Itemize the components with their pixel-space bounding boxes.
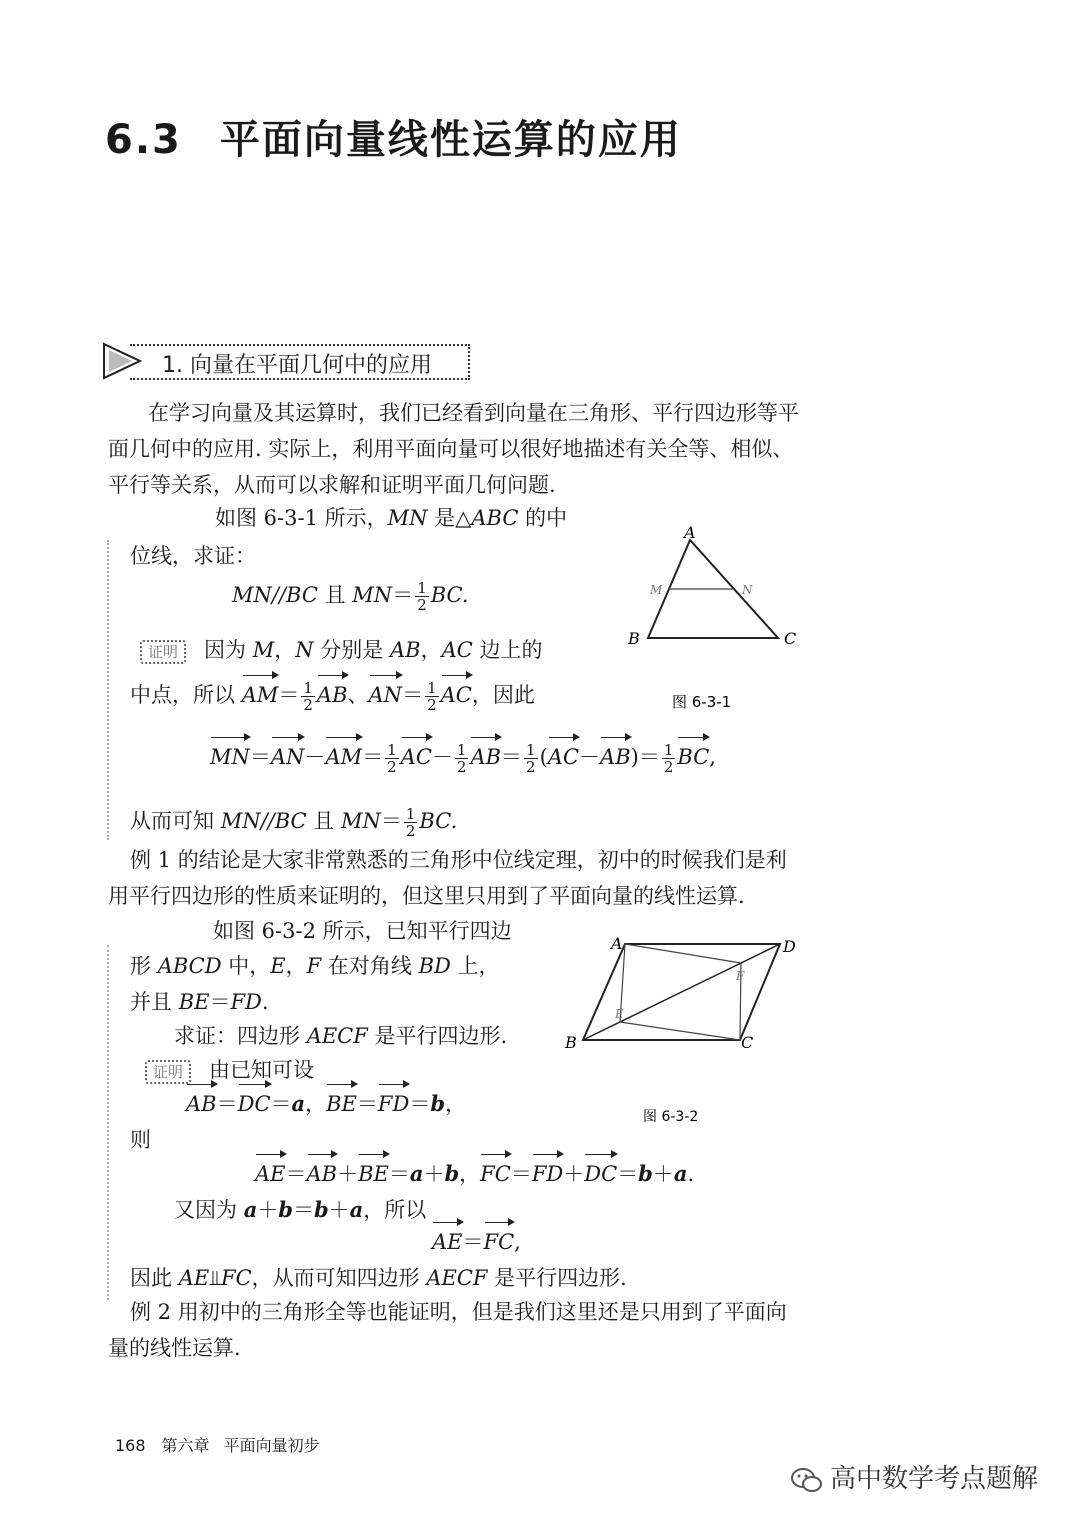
example1-midpoint-line: 中点，所以 AM＝ $\frac{1}{2}$ AB、AN＝ $\frac{1}{2}$ AC，因此	[130, 679, 535, 714]
example2-line-4: 求证：四边形 AECF 是平行四边形.	[174, 1024, 508, 1048]
example2-proof-line: 证明 由已知可设	[145, 1052, 314, 1088]
intro-line-3: 平行等关系，从而可以求解和证明平面几何问题.	[108, 473, 556, 497]
remark1-line-1: 例 1 的结论是大家非常熟悉的三角形中位线定理，初中的时候我们是利	[130, 848, 787, 872]
fig2-label-b: B	[565, 1033, 577, 1052]
fig1-caption: 图 6-3-1	[672, 693, 732, 711]
example1-line-2: 位线，求证：	[130, 544, 256, 568]
fig1-label-a: A	[684, 523, 696, 542]
fig1-label-m: M	[650, 583, 663, 597]
example2-ae-fc: AE＝FC,	[432, 1224, 521, 1260]
example2-given: AB＝DC＝a，BE＝FD＝b，	[186, 1086, 466, 1122]
fig1-label-b: B	[628, 629, 640, 648]
proof-badge-2: 证明	[145, 1060, 191, 1084]
remark1-line-2: 用平行四边形的性质来证明的，但这里只用到了平面向量的线性运算.	[108, 884, 745, 908]
remark2-line-2: 量的线性运算.	[108, 1336, 241, 1360]
page-number: 168	[115, 1436, 146, 1455]
example2-conclusion: 因此 AE⫫FC，从而可知四边形 AECF 是平行四边形.	[130, 1266, 627, 1290]
fig2-caption: 图 6-3-2	[643, 1109, 699, 1125]
fig2-label-d: D	[783, 937, 796, 956]
proof-badge-1: 证明	[140, 640, 186, 664]
example2-commutative: 又因为 a＋b＝b＋a，所以	[174, 1197, 427, 1222]
section-label: 1. 向量在平面几何中的应用	[162, 353, 432, 378]
fig2-label-a: A	[611, 934, 623, 953]
fig1-label-n: N	[742, 583, 753, 597]
section-header	[100, 340, 472, 382]
watermark	[790, 1458, 1038, 1495]
margin-rule-1	[107, 540, 109, 840]
example1-claim: MN//BC 且 MN＝ $\frac{1}{2}$ BC.	[232, 579, 469, 614]
example1-line-1: 如图 6-3-1 所示，MN 是△ABC 的中	[215, 506, 568, 530]
example1-vector-equation: MN＝AN－AM＝ $\frac{1}{2}$ AC－ $\frac{1}{2}$ AB＝ $\frac{1}{2}$ (AC－AB)＝ $\frac{1}{2}$ BC,	[210, 741, 716, 776]
footer-chapter-title: 平面向量初步	[223, 1436, 320, 1455]
example2-sum-equation: AE＝AB＋BE＝a＋b，FC＝FD＋DC＝b＋a.	[255, 1156, 694, 1192]
fig2-label-f: F	[736, 969, 745, 983]
fig1-label-c: C	[784, 629, 797, 648]
intro-line-2: 面几何中的应用. 实际上，利用平面向量可以很好地描述有关全等、相似、	[108, 437, 794, 461]
example1-conclusion: 从而可知 MN//BC 且 MN＝ $\frac{1}{2}$ BC.	[130, 805, 458, 840]
example2-line-1: 如图 6-3-2 所示，已知平行四边	[213, 919, 512, 943]
margin-rule-2	[107, 945, 109, 1300]
remark2-line-1: 例 2 用初中的三角形全等也能证明，但是我们这里还是只用到了平面向	[130, 1300, 787, 1324]
fig2-label-c: C	[741, 1033, 754, 1052]
figure-6-3-1	[620, 520, 810, 720]
heading-title: 平面向量线性运算的应用	[219, 117, 682, 163]
footer-chapter: 第六章	[161, 1436, 210, 1455]
example2-line-2: 形 ABCD 中，E，F 在对角线 BD 上，	[130, 954, 500, 978]
watermark-text: 高中数学考点题解	[830, 1464, 1039, 1494]
example2-then: 则	[130, 1128, 151, 1152]
intro-line-1: 在学习向量及其运算时，我们已经看到向量在三角形、平行四边形等平	[148, 401, 799, 425]
figure-6-3-2	[555, 930, 805, 1130]
heading-number: 6.3	[105, 117, 182, 163]
fig2-label-e: E	[615, 1007, 624, 1021]
chapter-heading	[105, 108, 682, 165]
page-footer	[115, 1433, 320, 1456]
example2-line-3: 并且 BE＝FD.	[130, 990, 269, 1014]
wechat-icon	[790, 1465, 824, 1495]
example1-proof-line: 证明 因为 M，N 分别是 AB，AC 边上的	[140, 632, 542, 668]
